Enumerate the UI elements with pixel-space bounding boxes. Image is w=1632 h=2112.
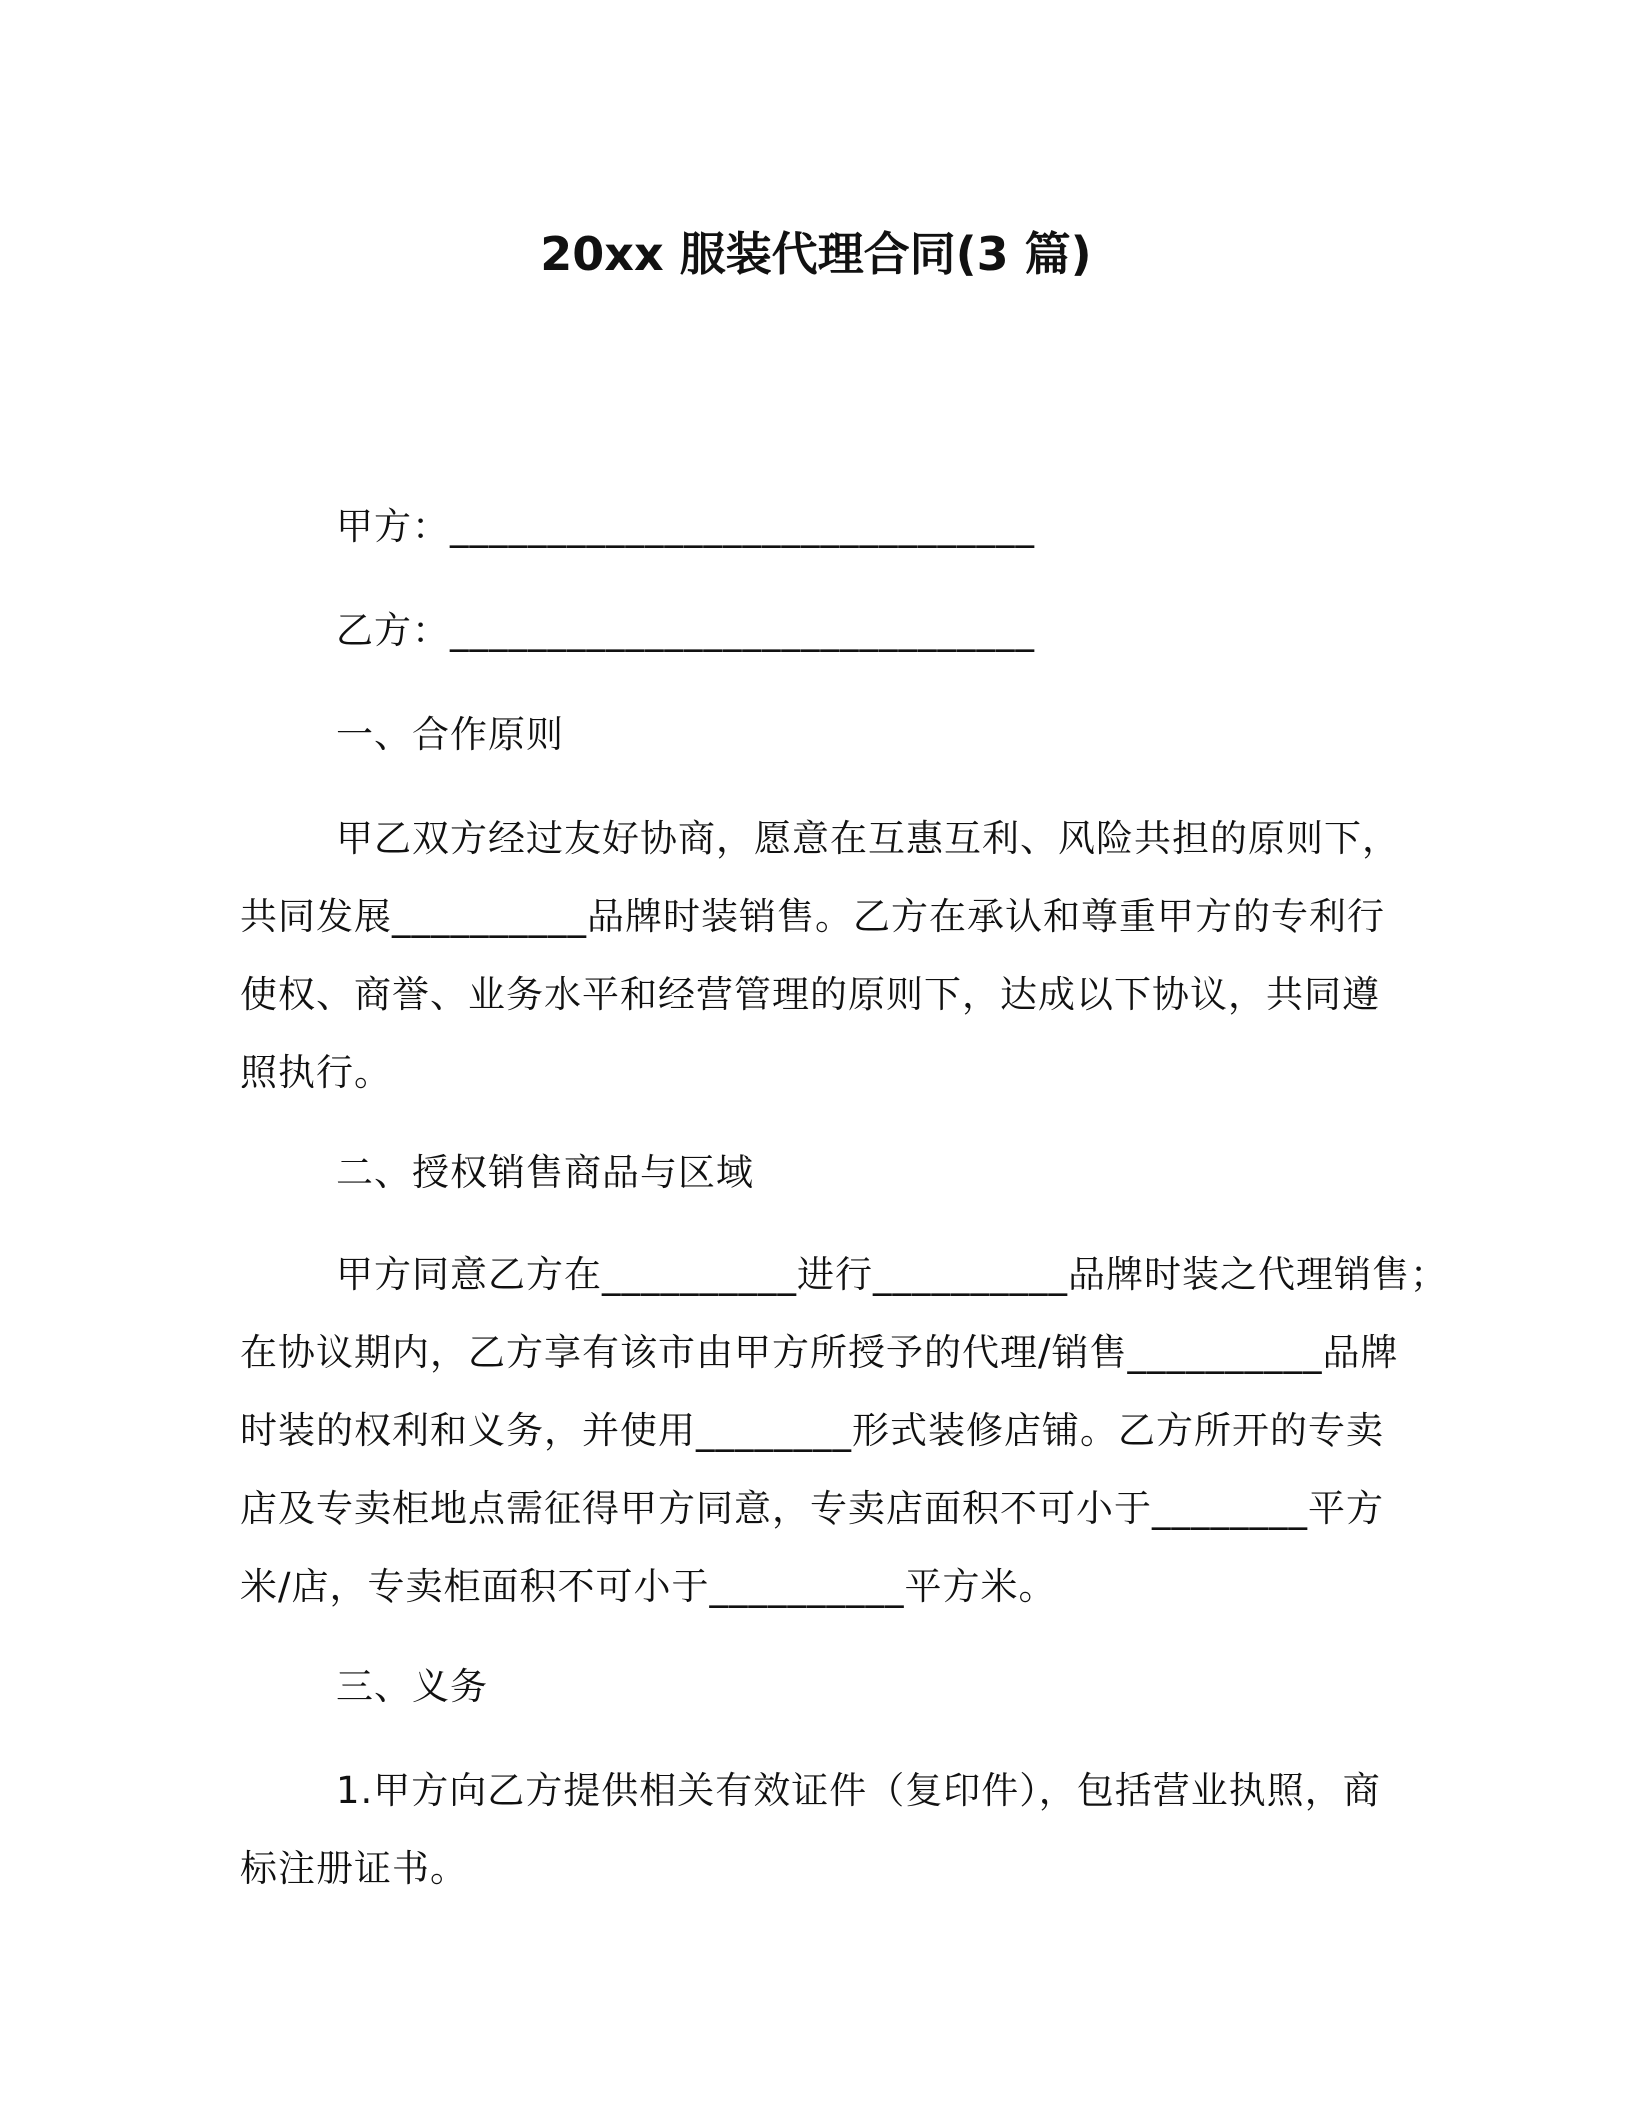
paragraph-line: 标注册证书。 — [240, 1847, 468, 1890]
paragraph-line: 1.甲方向乙方提供相关有效证件（复印件），包括营业执照，商 — [336, 1769, 1381, 1812]
section-1-heading: 一、合作原则 — [336, 713, 564, 756]
paragraph-line: 使权、商誉、业务水平和经营管理的原则下，达成以下协议，共同遵 — [240, 973, 1380, 1016]
paragraph-line: 时装的权利和义务，并使用________形式装修店铺。乙方所开的专卖 — [240, 1409, 1384, 1452]
section-2-heading: 二、授权销售商品与区域 — [336, 1151, 754, 1194]
document-title: 20xx 服装代理合同(3 篇) — [540, 227, 1092, 281]
party-b-line: 乙方：______________________________ — [336, 609, 1035, 652]
paragraph-line: 共同发展__________品牌时装销售。乙方在承认和尊重甲方的专利行 — [240, 895, 1385, 938]
paragraph-line: 米/店，专卖柜面积不可小于__________平方米。 — [240, 1565, 1057, 1608]
paragraph-line: 店及专卖柜地点需征得甲方同意，专卖店面积不可小于________平方 — [240, 1487, 1384, 1530]
section-1-paragraph — [240, 800, 1410, 1112]
party-a-line: 甲方：______________________________ — [336, 505, 1035, 548]
section-3-paragraph — [240, 1752, 1410, 1908]
paragraph-line: 在协议期内，乙方享有该市由甲方所授予的代理/销售__________品牌 — [240, 1331, 1399, 1374]
section-2-paragraph — [240, 1236, 1448, 1626]
section-3-heading: 三、义务 — [336, 1665, 488, 1708]
paragraph-line: 甲方同意乙方在__________进行__________品牌时装之代理销售； — [336, 1253, 1448, 1296]
paragraph-line: 甲乙双方经过友好协商，愿意在互惠互利、风险共担的原则下， — [336, 817, 1400, 860]
paragraph-line: 照执行。 — [240, 1051, 392, 1094]
